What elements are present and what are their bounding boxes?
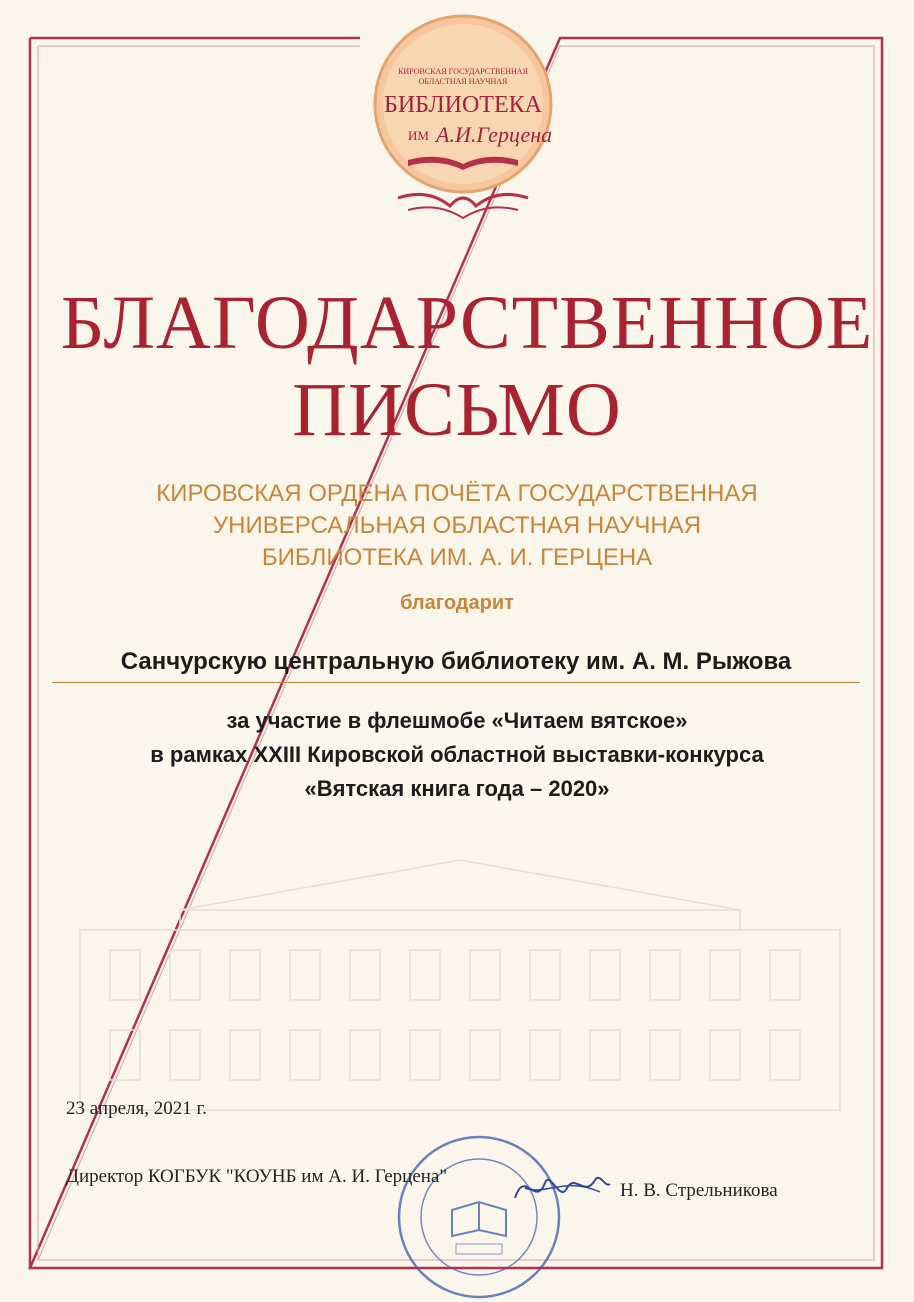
- handwritten-signature: [505, 1158, 615, 1218]
- organization-line: БИБЛИОТЕКА ИМ. А. И. ГЕРЦЕНА: [261, 544, 653, 571]
- reason-line: за участие в флешмобе «Читаем вятское»: [226, 708, 688, 733]
- library-emblem-logo: [368, 12, 558, 232]
- signer-name: Н. В. Стрельникова: [620, 1180, 778, 1201]
- reason-text: [0, 704, 914, 806]
- svg-text:ИМ: ИМ: [408, 128, 429, 143]
- building-watermark: [60, 820, 860, 1120]
- organization-line: КИРОВСКАЯ ОРДЕНА ПОЧЁТА ГОСУДАРСТВЕННАЯ: [156, 480, 758, 507]
- reason-line: «Вятская книга года – 2020»: [304, 776, 610, 801]
- svg-text:А.И.Герцена: А.И.Герцена: [436, 122, 553, 147]
- director-title: Директор КОГБУК "КОУНБ им А. И. Герцена": [66, 1166, 448, 1187]
- organization-name: [0, 478, 914, 574]
- organization-line: УНИВЕРСАЛЬНАЯ ОБЛАСТНАЯ НАУЧНАЯ: [212, 512, 702, 539]
- recipient-name: Санчурскую центральную библиотеку им. А. М. Рыжова: [52, 644, 860, 683]
- svg-text:КИРОВСКАЯ ГОСУДАРСТВЕННАЯ: КИРОВСКАЯ ГОСУДАРСТВЕННАЯ: [398, 67, 528, 76]
- issue-date: 23 апреля, 2021 г.: [66, 1098, 207, 1119]
- title-line-2: ПИСЬМО: [292, 368, 622, 452]
- svg-text:БИБЛИОТЕКА: БИБЛИОТЕКА: [384, 92, 542, 118]
- thanks-verb: благодарит: [400, 592, 514, 614]
- title-line-1: БЛАГОДАРСТВЕННОЕ: [60, 281, 874, 365]
- reason-line: в рамках XXIII Кировской областной выставки-конкурса: [150, 742, 764, 767]
- svg-text:ОБЛАСТНАЯ НАУЧНАЯ: ОБЛАСТНАЯ НАУЧНАЯ: [418, 77, 508, 86]
